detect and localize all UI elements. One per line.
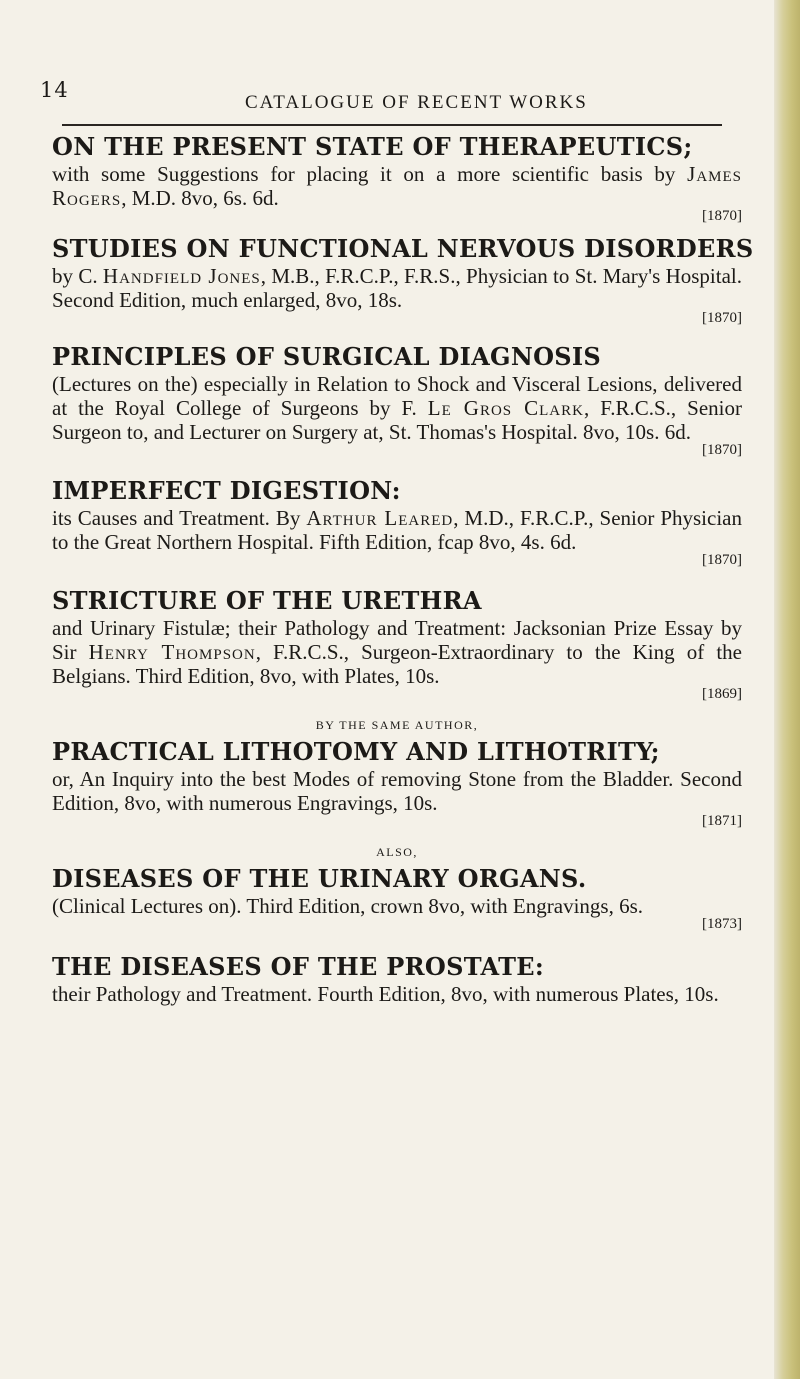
entry-year: [1870] <box>702 442 742 458</box>
entry-text: their Pathology and Treatment. Fourth Edition, 8vo, with numerous Plates, 10s. <box>52 982 719 1006</box>
entry-text: , F.R.C.S., Surgeon-Extraordinary to the King of the Belgians. Third Edition, 8vo, with Plates, 10s. <box>52 640 742 688</box>
catalogue-entry <box>52 234 754 328</box>
entry-title: ON THE PRESENT STATE OF THERAPEUTICS; <box>52 132 693 161</box>
entry-text: by C. <box>52 264 103 288</box>
entry-title: PRACTICAL LITHOTOMY AND LITHOTRITY; <box>52 737 660 766</box>
entry-title: STRICTURE OF THE URETHRA <box>52 586 482 615</box>
entry-year: [1870] <box>702 208 742 224</box>
entry-text: or, An Inquiry into the best Modes of removing Stone from the Bladder. Second Edition, 8vo, with numerous Engravings, 10s. <box>52 767 742 815</box>
entry-author: James Rogers <box>52 162 742 210</box>
entry-author: Handfield Jones <box>102 264 261 288</box>
entry-description <box>52 616 742 688</box>
entry-text: (Clinical Lectures on). Third Edition, crown 8vo, with Engravings, 6s. <box>52 894 644 918</box>
page-edge <box>774 0 800 1379</box>
catalogue-entry <box>52 737 742 831</box>
entry-title: IMPERFECT DIGESTION: <box>52 476 401 505</box>
entry-year: [1870] <box>702 310 742 326</box>
entry-description <box>52 982 742 1006</box>
entry-description <box>52 264 742 312</box>
running-title: CATALOGUE OF RECENT WORKS <box>245 92 588 113</box>
entry-author: Arthur Leared <box>306 506 454 530</box>
entry-year: [1870] <box>702 552 742 568</box>
entry-title: STUDIES ON FUNCTIONAL NERVOUS DISORDERS <box>52 234 754 263</box>
entry-year: [1873] <box>702 916 742 932</box>
page-number: 14 <box>40 78 69 102</box>
entry-description <box>52 372 742 444</box>
entry-text: and Urinary Fistulæ; their Pathology and Treatment: Jacksonian Prize Essay by Sir <box>52 616 742 664</box>
catalogue-entry <box>52 952 742 1006</box>
entry-text: (Lectures on the) especially in Relation to Shock and Visceral Lesions, delivered at the Royal College of Surgeons by F. <box>52 372 742 420</box>
header-rule <box>62 124 722 126</box>
entry-description <box>52 506 742 554</box>
entry-description <box>52 162 742 210</box>
entry-author: Henry Thompson <box>88 640 256 664</box>
catalogue-entry <box>52 132 742 226</box>
section-separator: ALSO, <box>376 845 418 859</box>
catalogue-entry <box>52 586 742 704</box>
entry-text: with some Suggestions for placing it on a more scientific basis by <box>52 162 688 186</box>
catalogue-entry <box>52 342 742 460</box>
entry-year: [1871] <box>702 813 742 829</box>
catalogue-list <box>52 132 754 1006</box>
entry-description <box>52 894 742 918</box>
entry-text: , M.B., F.R.C.P., F.R.S., Physician to St. Mary's Hospital. Second Edition, much enlarged, 8vo, 18s. <box>52 264 742 312</box>
entry-text: , M.D., F.R.C.P., Senior Physician to the Great Northern Hospital. Fifth Edition, fcap 8vo, 4s. 6d. <box>52 506 742 554</box>
entry-title: THE DISEASES OF THE PROSTATE: <box>52 952 545 981</box>
entry-description <box>52 767 742 815</box>
entry-text: its Causes and Treatment. By <box>52 506 307 530</box>
catalogue-entry <box>52 864 742 934</box>
entry-title: PRINCIPLES OF SURGICAL DIAGNOSIS <box>52 342 602 371</box>
section-separator: BY THE SAME AUTHOR, <box>315 718 479 732</box>
entry-title: DISEASES OF THE URINARY ORGANS. <box>52 864 587 893</box>
entry-year: [1869] <box>702 686 742 702</box>
catalogue-entry <box>52 476 742 570</box>
page-header <box>40 78 760 118</box>
entry-text: , F.R.C.S., Senior Surgeon to, and Lecturer on Surgery at, St. Thomas's Hospital. 8vo, 10s. 6d. <box>52 396 742 444</box>
entry-author: Le Gros Clark <box>427 396 584 420</box>
entry-text: , M.D. 8vo, 6s. 6d. <box>121 186 279 210</box>
